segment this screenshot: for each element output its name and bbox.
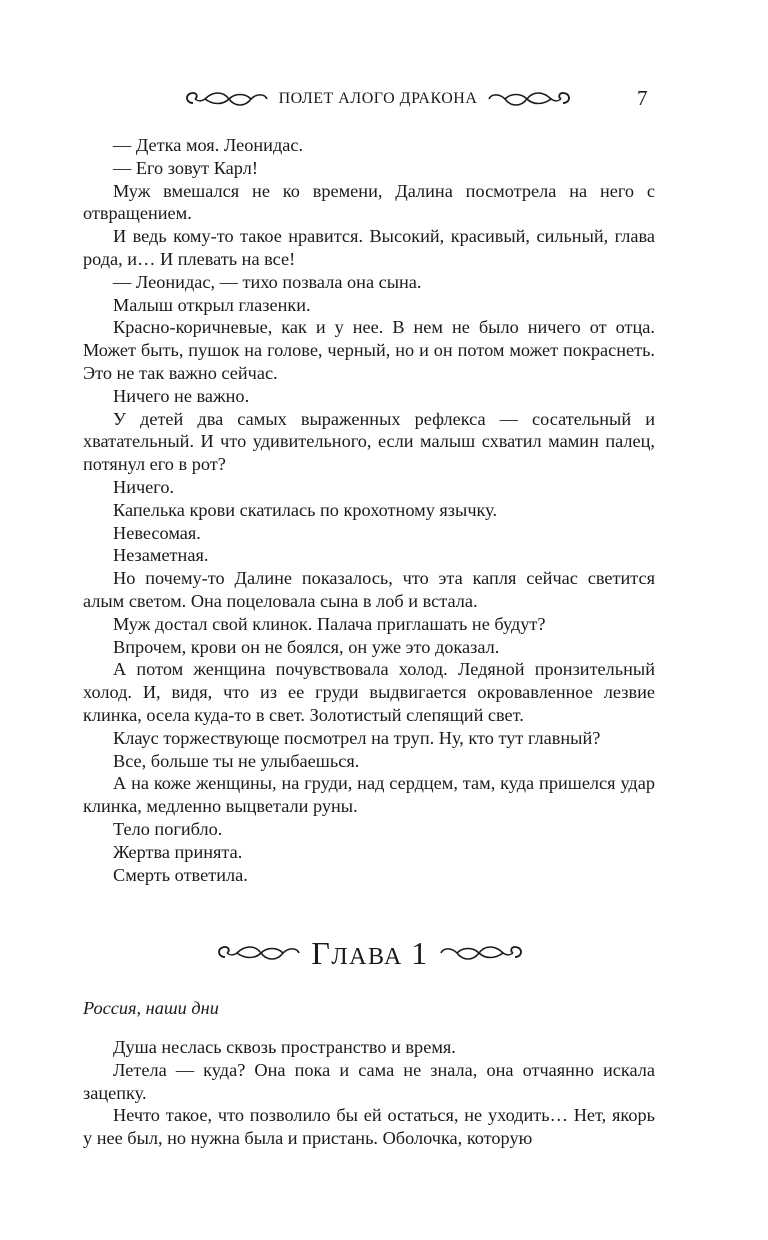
paragraph: Незаметная. <box>113 545 209 566</box>
paragraph: Невесомая. <box>113 522 201 543</box>
chapter-title-rest: ЛАВА <box>331 943 403 970</box>
body-text-top <box>83 134 655 886</box>
chapter-title <box>311 935 428 972</box>
paragraph: И ведь кому-то такое нравится. Высокий, красивый, сильный, глава рода, и… И плевать на все! <box>83 226 655 269</box>
page-number: 7 <box>637 86 648 110</box>
location-subtitle: Россия, наши дни <box>83 998 219 1018</box>
paragraph: У детей два самых выраженных рефлекса — сосательный и хватательный. И что удивительного, если малыш схватил мамин палец, потянул его в рот? <box>83 408 655 475</box>
paragraph: Душа неслась сквозь пространство и время. <box>113 1037 456 1057</box>
running-title: ПОЛЕТ АЛОГО ДРАКОНА <box>278 90 478 107</box>
paragraph: Жертва принята. <box>113 841 243 862</box>
paragraph: Клаус торжествующе посмотрел на труп. Ну, кто тут главный? <box>113 727 601 748</box>
paragraph: Тело погибло. <box>113 818 223 839</box>
paragraph: А потом женщина почувствовала холод. Ледяной пронзительный холод. И, видя, что из ее груди выдвигается окровавленное лезвие клинка, осела куда-то в свет. Золотистый слепящий свет. <box>83 659 655 725</box>
paragraph: Малыш открыл глазенки. <box>113 294 311 315</box>
paragraph: Летела — куда? Она пока и сама не знала, она отчаянно искала зацепку. <box>83 1059 655 1103</box>
chapter-heading <box>210 933 530 973</box>
flourish-left-ornament <box>183 88 271 110</box>
paragraph: Смерть ответила. <box>113 864 248 885</box>
flourish-right-ornament <box>485 88 573 110</box>
paragraph: Все, больше ты не улыбаешься. <box>113 750 360 771</box>
paragraph: — Детка моя. Леонидас. <box>113 135 304 155</box>
paragraph: А на коже женщины, на груди, над сердцем, там, куда пришелся удар клинка, медленно выцветали руны. <box>83 773 655 817</box>
paragraph: — Его зовут Карл! <box>113 157 258 178</box>
paragraph: Муж вмешался не ко времени, Далина посмотрела на него с отвращением. <box>83 180 655 224</box>
paragraph: Ничего не важно. <box>113 385 250 406</box>
flourish-left-ornament <box>215 942 303 964</box>
paragraph: Нечто такое, что позволило бы ей остаться, не уходить… Нет, якорь у нее был, но нужна была и пристань. Оболочка, которую <box>83 1105 655 1149</box>
running-header <box>168 84 588 114</box>
chapter-number: 1 <box>411 934 429 971</box>
flourish-right-ornament <box>437 942 525 964</box>
paragraph: Капелька крови скатилась по крохотному язычку. <box>113 499 498 520</box>
paragraph: Муж достал свой клинок. Палача приглашать не будут? <box>113 613 546 634</box>
paragraph: Красно-коричневые, как и у нее. В нем не было ничего от отца. Может быть, пушок на голове, черный, но и он потом может покраснеть. Это не так важно сейчас. <box>83 317 655 383</box>
body-text-bottom <box>83 1036 655 1150</box>
paragraph: Ничего. <box>113 476 175 497</box>
paragraph: — Леонидас, — тихо позвала она сына. <box>113 271 422 292</box>
paragraph: Но почему-то Далине показалось, что эта капля сейчас светится алым светом. Она поцеловала сына в лоб и встала. <box>83 568 655 611</box>
paragraph: Впрочем, крови он не боялся, он уже это доказал. <box>113 636 500 657</box>
chapter-title-initial: Г <box>311 934 332 971</box>
